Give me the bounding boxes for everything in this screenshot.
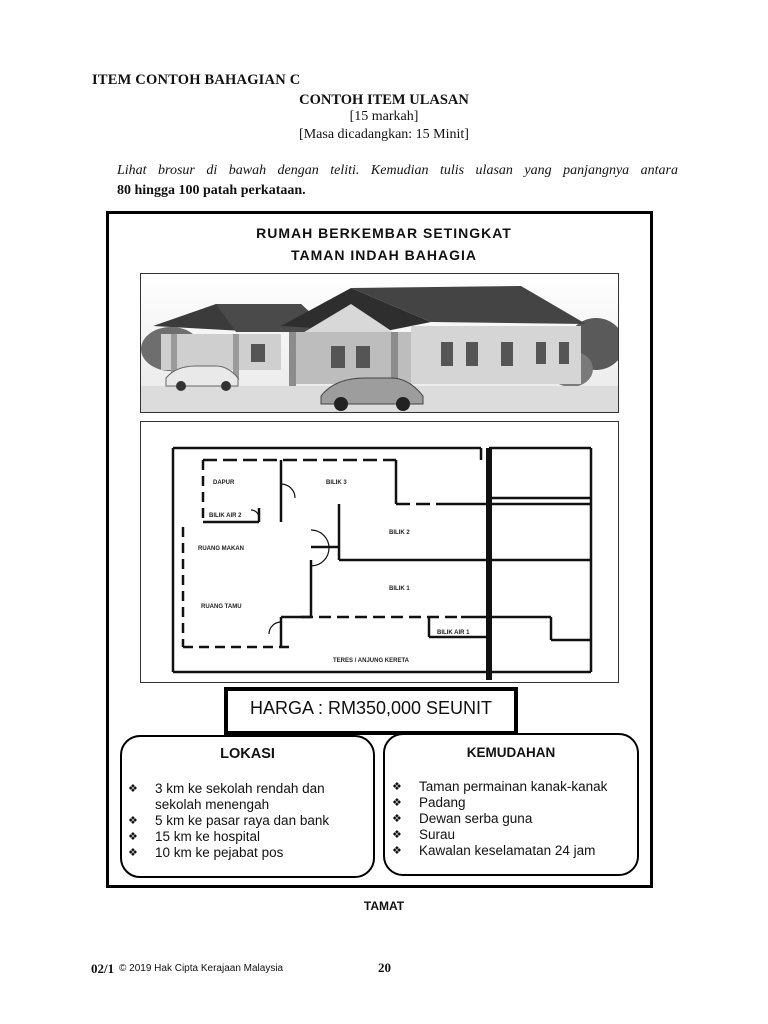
price-text: HARGA : RM350,000 SEUNIT (249, 698, 493, 718)
room-label-ruang-tamu: RUANG TAMU (201, 604, 242, 610)
item-heading: ITEM CONTOH BAHAGIAN C (92, 72, 301, 88)
diamond-bullet-icon: ❖ (128, 831, 138, 843)
diamond-bullet-icon: ❖ (128, 783, 138, 795)
instruction-line-2: 80 hingga 100 patah perkataan. (117, 183, 306, 198)
kemudahan-list (392, 779, 628, 859)
list-item: ❖ Kawalan keselamatan 24 jam (392, 843, 596, 858)
list-item: ❖ 5 km ke pasar raya dan bank (128, 813, 330, 828)
kemudahan-title: KEMUDAHAN (466, 745, 556, 760)
room-label-bilik-3: BILIK 3 (326, 480, 347, 486)
time-label: [Masa dicadangkan: 15 Minit] (299, 127, 469, 142)
list-item: ❖ Surau (392, 827, 456, 842)
diamond-bullet-icon: ❖ (128, 815, 138, 827)
list-item: ❖ 10 km ke pejabat pos (128, 845, 284, 860)
diamond-bullet-icon: ❖ (392, 813, 402, 825)
diamond-bullet-icon: ❖ (392, 845, 402, 857)
house-photo (140, 273, 619, 413)
room-label-bilik-air-2: BILIK AIR 2 (209, 513, 242, 519)
list-item: ❖ Taman permainan kanak-kanak (392, 779, 608, 794)
lokasi-list (128, 781, 363, 861)
end-marker: TAMAT (363, 899, 405, 913)
lokasi-title: LOKASI (220, 746, 275, 762)
room-label-teres: TERES / ANJUNG KERETA (333, 658, 410, 664)
room-label-ruang-makan: RUANG MAKAN (198, 546, 244, 552)
instruction-line-1: Lihat brosur di bawah dengan teliti. Kemudian tulis ulasan yang panjangnya antara (117, 163, 678, 178)
list-item: ❖ 3 km ke sekolah rendah dan sekolah menengah (128, 781, 325, 812)
floor-plan-drawing (141, 422, 618, 682)
diamond-bullet-icon: ❖ (392, 829, 402, 841)
copyright-notice: © 2019 Hak Cipta Kerajaan Malaysia (119, 963, 284, 974)
brochure-title-line-1: RUMAH BERKEMBAR SETINGKAT (256, 225, 512, 241)
page-number: 20 (378, 960, 391, 975)
diamond-bullet-icon: ❖ (392, 797, 402, 809)
list-item: ❖ Padang (392, 795, 466, 810)
room-label-bilik-air-1: BILIK AIR 1 (437, 630, 470, 636)
room-label-bilik-1: BILIK 1 (389, 586, 410, 592)
marks-label: [15 markah] (349, 109, 419, 124)
house-illustration (141, 274, 618, 412)
room-label-dapur: DAPUR (213, 480, 235, 486)
paper-code: 02/1 (91, 961, 115, 976)
diamond-bullet-icon: ❖ (128, 847, 138, 859)
diamond-bullet-icon: ❖ (392, 781, 402, 793)
room-label-bilik-2: BILIK 2 (389, 530, 410, 536)
list-item: ❖ 15 km ke hospital (128, 829, 261, 844)
list-item: ❖ Dewan serba guna (392, 811, 533, 826)
brochure-title-line-2: TAMAN INDAH BAHAGIA (291, 247, 477, 263)
floor-plan (140, 421, 619, 683)
item-subheading: CONTOH ITEM ULASAN (299, 92, 469, 108)
